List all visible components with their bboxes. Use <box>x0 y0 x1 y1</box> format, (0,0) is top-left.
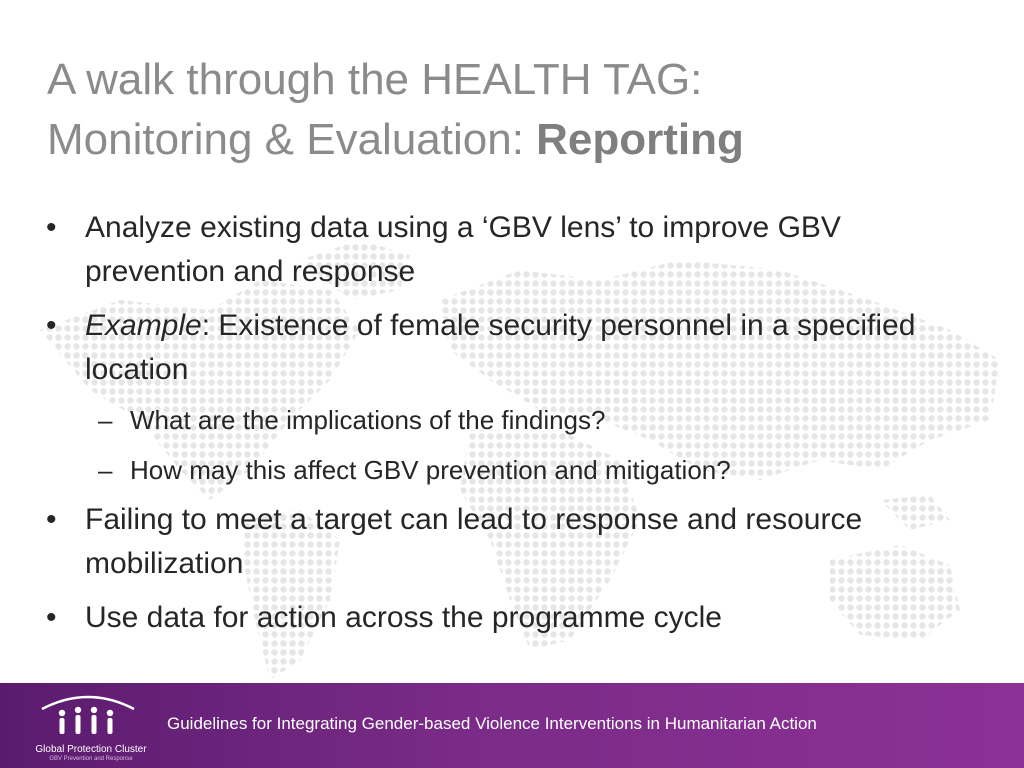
bullet-text: : Existence of female security personnel in a specified location <box>85 309 916 386</box>
title-emphasis: Reporting <box>536 115 744 164</box>
people-figures-icon <box>28 691 148 746</box>
bullet-item <box>46 304 986 392</box>
slide-title <box>47 50 987 170</box>
sub-bullet-text: How may this affect GBV prevention and mitigation? <box>130 455 731 485</box>
title-line-2 <box>47 110 987 170</box>
dash-icon: – <box>98 405 113 435</box>
global-protection-cluster-logo <box>28 691 148 763</box>
sub-bullet-text: What are the implications of the findings? <box>130 405 606 435</box>
bullet-item <box>46 596 986 640</box>
footer-text: Guidelines for Integrating Gender-based Violence Interventions in Humanitarian Action <box>167 714 817 733</box>
bullet-item <box>46 498 986 586</box>
title-line-1: A walk through the HEALTH TAG: <box>47 55 703 104</box>
sub-bullet-item <box>46 452 986 488</box>
sub-bullet-item <box>46 402 986 438</box>
bullet-icon: • <box>46 601 57 634</box>
bullet-item <box>46 206 986 294</box>
bullet-list <box>46 206 986 650</box>
bullet-text: Failing to meet a target can lead to response and resource mobilization <box>85 503 863 580</box>
logo-name: Global Protection Cluster <box>35 744 147 755</box>
bullet-icon: • <box>46 309 57 342</box>
bullet-icon: • <box>46 503 57 536</box>
footer-bar <box>0 683 1024 768</box>
dash-icon: – <box>98 455 113 485</box>
bullet-icon: • <box>46 211 57 244</box>
logo-subtitle: GBV Prevention and Response <box>49 756 133 762</box>
bullet-text: Analyze existing data using a ‘GBV lens’ to improve GBV prevention and response <box>85 211 841 288</box>
bullet-text-italic: Example <box>85 309 202 342</box>
bullet-text: Use data for action across the programme cycle <box>85 601 722 634</box>
title-line-2-prefix: Monitoring & Evaluation: <box>47 115 537 164</box>
